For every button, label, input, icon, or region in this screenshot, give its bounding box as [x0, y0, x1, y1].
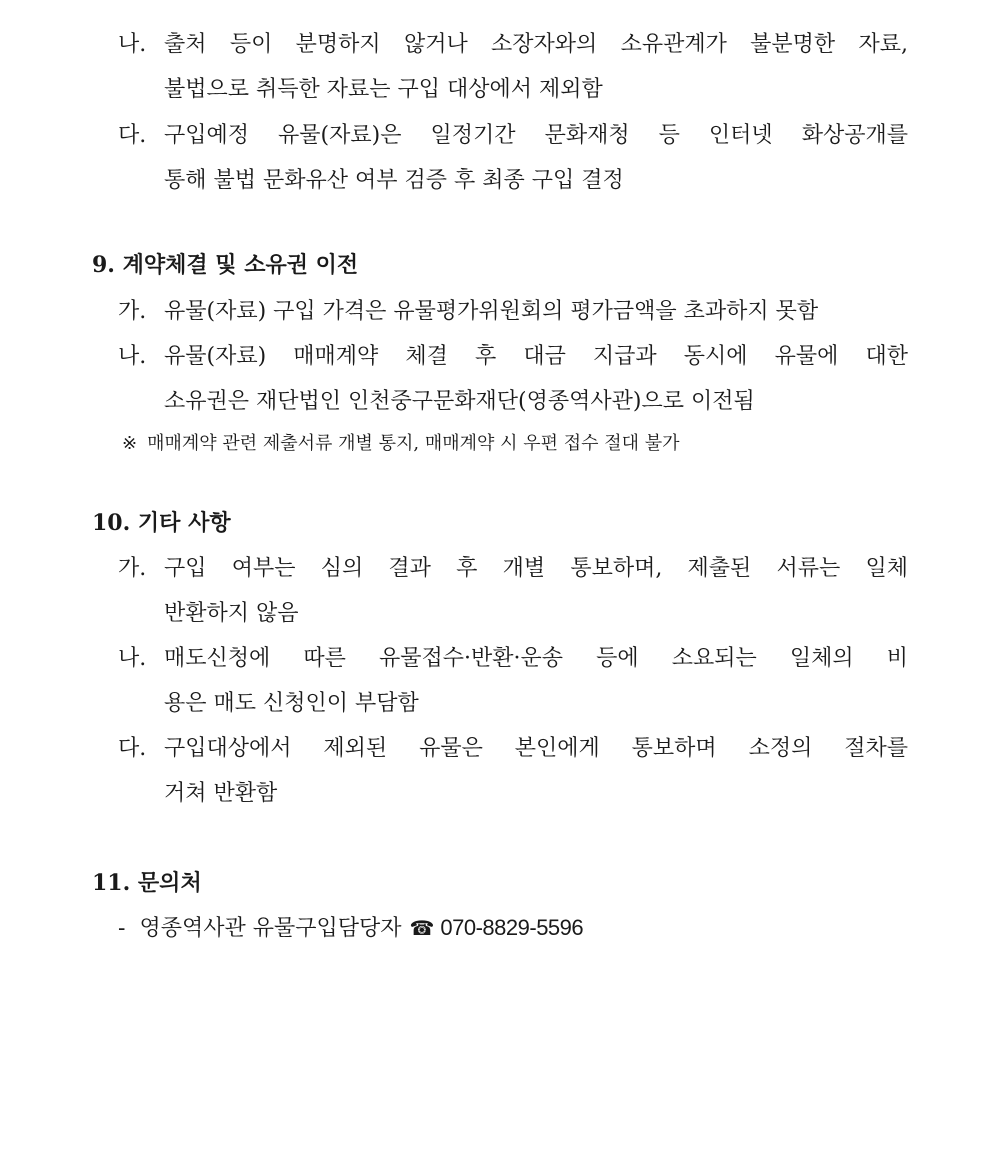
item-text-line: 불법으로 취득한 자료는 구입 대상에서 제외함 — [164, 77, 603, 102]
item-text-line: 구입 여부는 심의 결과 후 개별 통보하며, 제출된 서류는 일체 — [164, 556, 908, 581]
section9-note — [122, 424, 680, 464]
item-text-line: 거쳐 반환함 — [164, 781, 278, 806]
phone-icon: ☎ — [409, 916, 435, 940]
item-text-line: 매도신청에 따른 유물접수·반환·운송 등에 소요되는 일체의 비 — [164, 646, 908, 671]
section8-item-da — [118, 113, 908, 203]
list-dash: - — [118, 916, 126, 941]
item-text-line: 반환하지 않음 — [164, 601, 299, 626]
item-text-line: 유물(자료) 매매계약 체결 후 대금 지급과 동시에 유물에 대한 — [164, 344, 908, 369]
item-marker: 다. — [118, 123, 147, 148]
section9-item-ga — [118, 289, 908, 334]
item-marker: 나. — [118, 646, 147, 671]
section10-item-na — [118, 636, 908, 726]
item-text-line: 구입대상에서 제외된 유물은 본인에게 통보하며 소정의 절차를 — [164, 736, 908, 761]
section9-heading: 9. 계약체결 및 소유권 이전 — [92, 252, 359, 278]
item-text-line: 구입예정 유물(자료)은 일정기간 문화재청 등 인터넷 화상공개를 — [164, 123, 908, 148]
item-text-line: 통해 불법 문화유산 여부 검증 후 최종 구입 결정 — [164, 168, 624, 193]
item-text-line: 유물(자료) 구입 가격은 유물평가위원회의 평가금액을 초과하지 못함 — [164, 299, 819, 324]
item-text-line: 출처 등이 분명하지 않거나 소장자와의 소유관계가 불분명한 자료, — [164, 32, 908, 57]
item-marker: 가. — [118, 556, 147, 581]
item-marker: 다. — [118, 736, 147, 761]
phone-number: 070-8829-5596 — [440, 915, 584, 940]
section11-heading: 11. 문의처 — [92, 870, 202, 896]
item-text-line: 용은 매도 신청인이 부담함 — [164, 691, 419, 716]
section10-item-da — [118, 726, 908, 816]
item-marker: 나. — [118, 344, 147, 369]
contact-label: 영종역사관 유물구입담당자 — [139, 916, 402, 941]
item-text-line: 소유권은 재단법인 인천중구문화재단(영종역사관)으로 이전됨 — [164, 389, 755, 414]
section8-item-na — [118, 22, 908, 112]
reference-mark-icon: ※ — [122, 433, 138, 454]
item-marker: 나. — [118, 32, 147, 57]
section9-item-na — [118, 334, 908, 424]
contact-line — [118, 905, 583, 951]
note-text: 매매계약 관련 제출서류 개별 통지, 매매계약 시 우편 접수 절대 불가 — [147, 433, 680, 454]
section10-item-ga — [118, 546, 908, 636]
section10-heading: 10. 기타 사항 — [92, 510, 231, 536]
item-marker: 가. — [118, 299, 147, 324]
